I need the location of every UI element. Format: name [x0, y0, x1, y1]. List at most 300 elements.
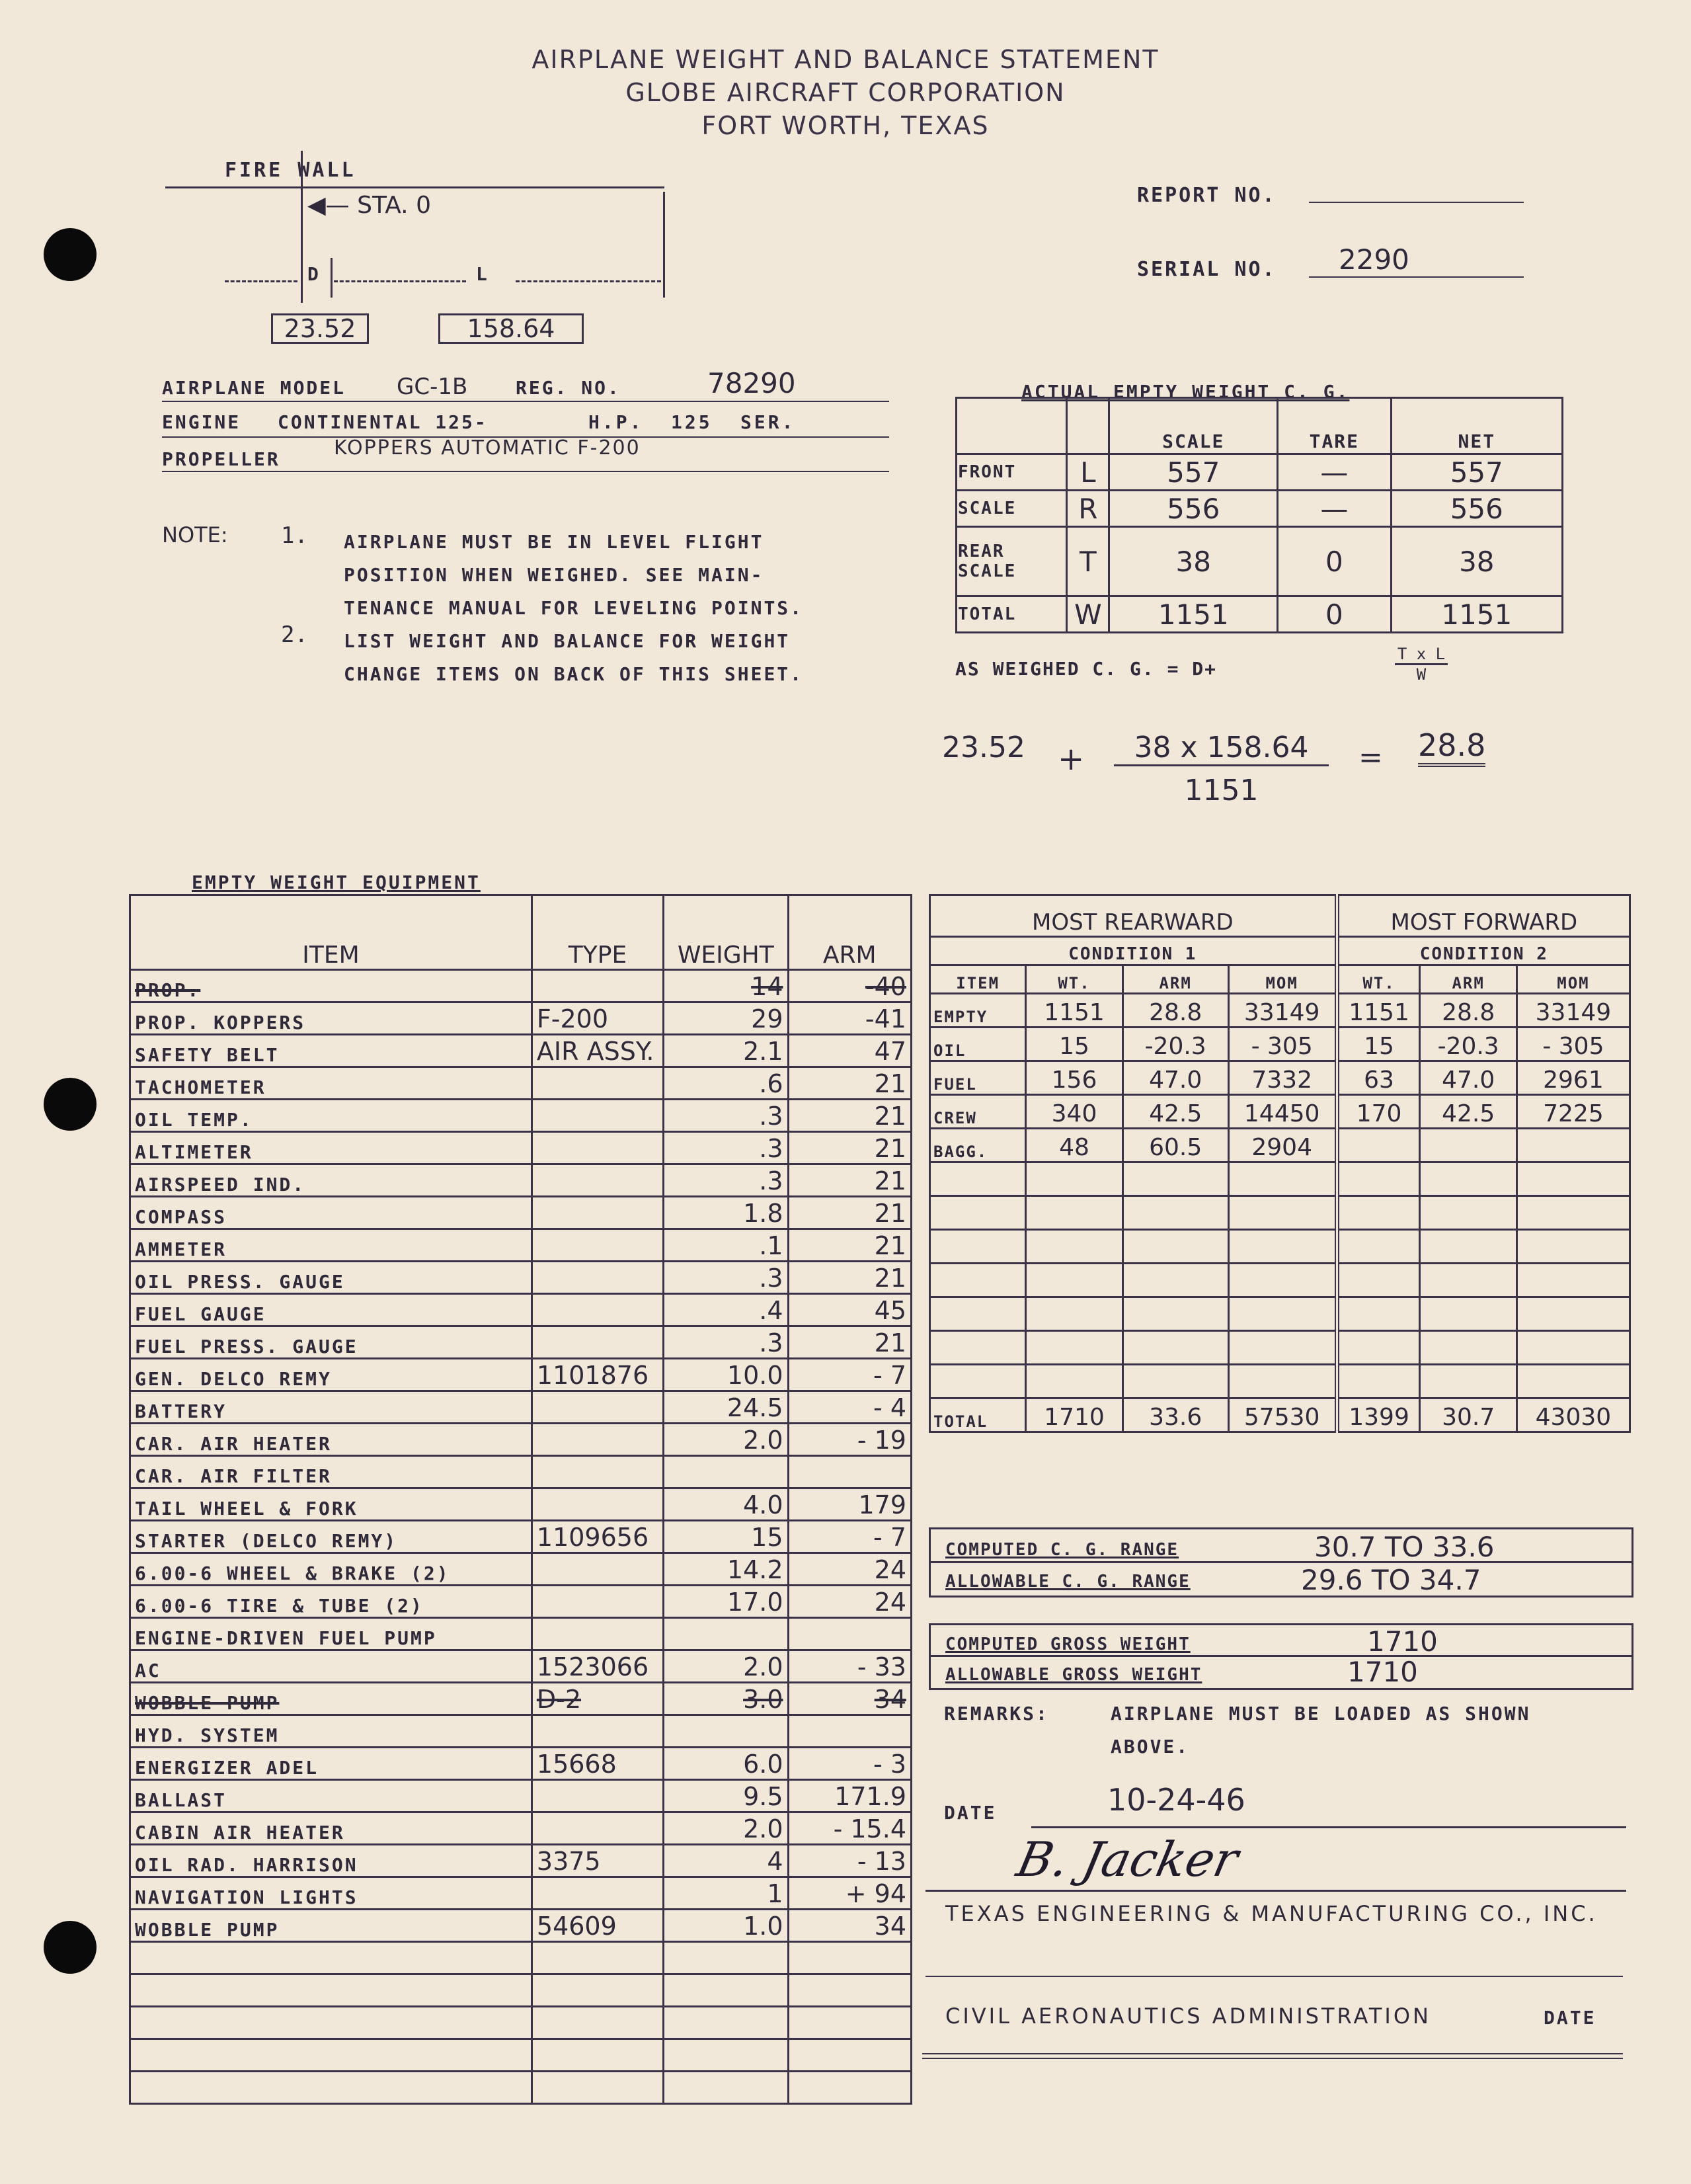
- equipment-type: [531, 1294, 663, 1326]
- loading-c2-wt: 1151: [1337, 994, 1420, 1028]
- loading-c1-mom: [1228, 1331, 1337, 1365]
- loading-item: [930, 1297, 1026, 1331]
- equipment-type: [531, 1229, 663, 1262]
- equipment-row: [130, 1845, 912, 1877]
- loading-c2-arm: 28.8: [1420, 994, 1516, 1028]
- loading-row: [930, 1028, 1630, 1061]
- loading-c1-arm: 28.8: [1122, 994, 1228, 1028]
- equipment-row: [130, 1683, 912, 1715]
- equipment-weight: 6.0: [664, 1748, 788, 1780]
- equipment-weight: [664, 1974, 788, 2007]
- calc-equals: =: [1358, 741, 1383, 774]
- equipment-type: 15668: [531, 1748, 663, 1780]
- equipment-arm: - 15.4: [788, 1812, 912, 1845]
- loading-c1-mom: - 305: [1228, 1028, 1337, 1061]
- equipment-type: [531, 1424, 663, 1456]
- equipment-type: [531, 2007, 663, 2039]
- loading-c1-wt: 156: [1026, 1061, 1122, 1095]
- loading-item: FUEL: [930, 1061, 1026, 1095]
- loading-c1-mom: [1228, 1162, 1337, 1196]
- cg-row-rear: REAR SCALE T 38 0 38: [957, 527, 1563, 596]
- loading-item: BAGG.: [930, 1129, 1026, 1162]
- equipment-row: [130, 1197, 912, 1229]
- loading-row: [930, 994, 1630, 1028]
- equipment-type: 3375: [531, 1845, 663, 1877]
- remarks-line-2: ABOVE.: [1111, 1736, 1190, 1758]
- equipment-type: [531, 1391, 663, 1424]
- date-label: DATE: [944, 1802, 997, 1824]
- equipment-weight: 1.8: [664, 1197, 788, 1229]
- loading-c2-arm: [1420, 1331, 1516, 1365]
- equipment-type: [531, 1942, 663, 1974]
- model-value: GC-1B: [397, 374, 468, 400]
- loading-c2-wt: [1337, 1230, 1420, 1264]
- equipment-item: CAR. AIR FILTER: [130, 1456, 532, 1488]
- note-1-number: 1.: [281, 522, 308, 549]
- col-arm: ARM: [788, 895, 912, 970]
- equipment-weight: .3: [664, 1262, 788, 1294]
- equipment-item: CABIN AIR HEATER: [130, 1812, 532, 1845]
- equipment-arm: -41: [788, 1002, 912, 1035]
- calc-plus: +: [1058, 741, 1085, 778]
- loading-c1-arm: 42.5: [1122, 1095, 1228, 1129]
- equipment-row: [130, 1164, 912, 1197]
- equipment-weight: [664, 2039, 788, 2072]
- equipment-type: [531, 1974, 663, 2007]
- equipment-row: [130, 1359, 912, 1391]
- equipment-type: [531, 1132, 663, 1164]
- loading-c2-mom: [1516, 1297, 1630, 1331]
- engine-value: CONTINENTAL 125-: [278, 411, 488, 433]
- equipment-item: ENGINE-DRIVEN FUEL PUMP: [130, 1618, 532, 1650]
- loading-c1-arm: [1122, 1162, 1228, 1196]
- equipment-row: [130, 1294, 912, 1326]
- loading-c1-mom: [1228, 1230, 1337, 1264]
- equipment-weight: 9.5: [664, 1780, 788, 1812]
- loading-c1-wt: [1026, 1162, 1122, 1196]
- computed-cg-value: 30.7 TO 33.6: [1314, 1531, 1495, 1563]
- punch-hole-top: [44, 228, 97, 281]
- loading-c2-arm: [1420, 1129, 1516, 1162]
- equipment-row: [130, 1488, 912, 1521]
- equipment-item: 6.00-6 TIRE & TUBE (2): [130, 1586, 532, 1618]
- loading-c1-mom: 2904: [1228, 1129, 1337, 1162]
- equipment-item: AIRSPEED IND.: [130, 1164, 532, 1197]
- equipment-weight: 24.5: [664, 1391, 788, 1424]
- cg-formula-label: AS WEIGHED C. G. = D+: [955, 658, 1218, 680]
- equipment-weight: 14: [664, 970, 788, 1002]
- equipment-row: [130, 1100, 912, 1132]
- loading-c2-arm: [1420, 1264, 1516, 1297]
- loading-c2-wt: [1337, 1297, 1420, 1331]
- loading-c1-wt: [1026, 1196, 1122, 1230]
- loading-total-row: TOTAL 1710 33.6 57530 1399 30.7 43030: [930, 1398, 1630, 1432]
- report-no-label: REPORT NO.: [1137, 184, 1277, 207]
- equipment-row: [130, 1002, 912, 1035]
- loading-row: [930, 1061, 1630, 1095]
- equipment-arm: [788, 2039, 912, 2072]
- hp-value: 125: [671, 411, 713, 433]
- equipment-type: [531, 1326, 663, 1359]
- company-name: GLOBE AIRCRAFT CORPORATION: [625, 78, 1066, 107]
- loading-item: [930, 1365, 1026, 1398]
- date-value: 10-24-46: [1107, 1782, 1245, 1818]
- equipment-type: 54609: [531, 1910, 663, 1942]
- equipment-weight: 2.0: [664, 1812, 788, 1845]
- equipment-arm: -40: [788, 970, 912, 1002]
- equipment-type: [531, 1877, 663, 1910]
- equipment-arm: 21: [788, 1326, 912, 1359]
- loading-c1-mom: 7332: [1228, 1061, 1337, 1095]
- loading-c2-arm: 47.0: [1420, 1061, 1516, 1095]
- equipment-item: GEN. DELCO REMY: [130, 1359, 532, 1391]
- equipment-row: [130, 1650, 912, 1683]
- equipment-row: [130, 1262, 912, 1294]
- equipment-item: OIL RAD. HARRISON: [130, 1845, 532, 1877]
- loading-c1-mom: 33149: [1228, 994, 1337, 1028]
- equipment-item: AMMETER: [130, 1229, 532, 1262]
- loading-row: [930, 1196, 1630, 1230]
- calc-d: 23.52: [942, 731, 1025, 764]
- loading-c2-wt: [1337, 1162, 1420, 1196]
- loading-c2-mom: [1516, 1365, 1630, 1398]
- loading-c2-wt: 170: [1337, 1095, 1420, 1129]
- equipment-type: [531, 1812, 663, 1845]
- equipment-item: [130, 2007, 532, 2039]
- equipment-row: [130, 1326, 912, 1359]
- serial-no-value: 2290: [1339, 243, 1409, 276]
- equipment-weight: .3: [664, 1164, 788, 1197]
- equipment-type: D-2: [531, 1683, 663, 1715]
- propeller-value: KOPPERS AUTOMATIC F-200: [334, 436, 641, 460]
- loading-c2-mom: [1516, 1162, 1630, 1196]
- allowable-cg-value: 29.6 TO 34.7: [1301, 1564, 1481, 1596]
- equipment-arm: 21: [788, 1067, 912, 1100]
- group2-sub: CONDITION 2: [1337, 937, 1630, 965]
- propeller-label: PROPELLER: [162, 448, 280, 470]
- reg-label: REG. NO.: [516, 377, 621, 399]
- note-2-number: 2.: [281, 622, 308, 648]
- caa-date-label: DATE: [1544, 2007, 1596, 2029]
- loading-c2-mom: 7225: [1516, 1095, 1630, 1129]
- equipment-item: WOBBLE PUMP: [130, 1683, 532, 1715]
- loading-c2-mom: - 305: [1516, 1028, 1630, 1061]
- reg-value: 78290: [707, 367, 796, 399]
- loading-c1-arm: [1122, 1331, 1228, 1365]
- equipment-item: [130, 2039, 532, 2072]
- engine-label: ENGINE: [162, 411, 241, 433]
- equipment-row: [130, 1035, 912, 1067]
- equipment-item: 6.00-6 WHEEL & BRAKE (2): [130, 1553, 532, 1586]
- loading-c1-mom: [1228, 1264, 1337, 1297]
- loading-c2-arm: [1420, 1162, 1516, 1196]
- equipment-type: [531, 1164, 663, 1197]
- equipment-arm: [788, 1715, 912, 1748]
- equipment-row: [130, 1780, 912, 1812]
- loading-c2-arm: -20.3: [1420, 1028, 1516, 1061]
- loading-c2-mom: 2961: [1516, 1061, 1630, 1095]
- equipment-arm: [788, 1974, 912, 2007]
- equipment-weight: [664, 1618, 788, 1650]
- equipment-item: CAR. AIR HEATER: [130, 1424, 532, 1456]
- equipment-row: [130, 2039, 912, 2072]
- equipment-row: [130, 1521, 912, 1553]
- equipment-weight: .6: [664, 1067, 788, 1100]
- equipment-arm: 21: [788, 1132, 912, 1164]
- equipment-item: [130, 1974, 532, 2007]
- group2-title: MOST FORWARD: [1337, 895, 1630, 937]
- equipment-weight: 1.0: [664, 1910, 788, 1942]
- equipment-row: [130, 1812, 912, 1845]
- equipment-arm: 34: [788, 1683, 912, 1715]
- loading-c1-wt: 48: [1026, 1129, 1122, 1162]
- d-value-box: 23.52: [271, 313, 369, 344]
- loading-c2-wt: [1337, 1365, 1420, 1398]
- hp-label: H.P.: [588, 411, 644, 433]
- equipment-weight: [664, 2007, 788, 2039]
- loading-c2-mom: [1516, 1331, 1630, 1365]
- d-label: D: [307, 263, 319, 285]
- equipment-row: [130, 1715, 912, 1748]
- equipment-arm: [788, 1456, 912, 1488]
- equipment-type: [531, 1197, 663, 1229]
- equipment-weight: 3.0: [664, 1683, 788, 1715]
- equipment-type: [531, 1618, 663, 1650]
- equipment-weight: [664, 2072, 788, 2104]
- loading-row: [930, 1297, 1630, 1331]
- equipment-type: 1523066: [531, 1650, 663, 1683]
- computed-cg-label: COMPUTED C. G. RANGE: [945, 1540, 1179, 1560]
- equipment-arm: [788, 1618, 912, 1650]
- loading-c1-mom: 14450: [1228, 1095, 1337, 1129]
- tem-company: TEXAS ENGINEERING & MANUFACTURING CO., INC.: [945, 1901, 1598, 1926]
- loading-table: MOST REARWARD MOST FORWARD CONDITION 1 CONDITION 2 ITEM WT. ARM MOM WT. ARM MOM EMPTY 1151 28.8 33149 1151 28.8 33149 OIL 15 -20.3 - 305 15 -20.3 - 305 FUEL 156 47.0 7332 63 47.0 2961 CREW 340 42.5 14450 170 42.5 7225 BAGG. 48 60.5 2904 TOTAL 1710 33.6 57530 1399 30.7 43030: [929, 894, 1631, 1433]
- loading-c1-arm: [1122, 1365, 1228, 1398]
- cg-range-box: [929, 1527, 1633, 1598]
- equipment-arm: 45: [788, 1294, 912, 1326]
- calc-numerator: 38 x 158.64: [1114, 731, 1329, 766]
- loading-c1-wt: 15: [1026, 1028, 1122, 1061]
- loading-item: OIL: [930, 1028, 1026, 1061]
- allowable-cg-label: ALLOWABLE C. G. RANGE: [945, 1572, 1191, 1592]
- equipment-arm: 21: [788, 1262, 912, 1294]
- empty-cg-table: SCALE TARE NET FRONT L 557 — 557 SCALE R 556 — 556 REAR SCALE T 38 0 38 TOTAL W 1151 0 1151: [955, 397, 1563, 633]
- loading-c2-arm: [1420, 1297, 1516, 1331]
- punch-hole-bottom: [44, 1921, 97, 1974]
- equipment-type: F-200: [531, 1002, 663, 1035]
- model-label: AIRPLANE MODEL: [162, 377, 346, 399]
- loading-item: EMPTY: [930, 994, 1026, 1028]
- equipment-type: [531, 2039, 663, 2072]
- equipment-row: [130, 1229, 912, 1262]
- equipment-weight: 15: [664, 1521, 788, 1553]
- equipment-arm: 21: [788, 1164, 912, 1197]
- equipment-item: COMPASS: [130, 1197, 532, 1229]
- cg-row-total: TOTAL W 1151 0 1151: [957, 596, 1563, 633]
- equipment-item: NAVIGATION LIGHTS: [130, 1877, 532, 1910]
- calc-denominator: 1151: [1184, 774, 1259, 807]
- col-weight: WEIGHT: [664, 895, 788, 970]
- loading-c2-wt: [1337, 1331, 1420, 1365]
- equipment-item: OIL PRESS. GAUGE: [130, 1262, 532, 1294]
- equipment-weight: [664, 1942, 788, 1974]
- empty-cg-title: ACTUAL EMPTY WEIGHT C. G.: [1021, 381, 1350, 403]
- equipment-arm: + 94: [788, 1877, 912, 1910]
- equipment-type: [531, 1586, 663, 1618]
- col-item: ITEM: [130, 895, 532, 970]
- equipment-arm: - 33: [788, 1650, 912, 1683]
- allowable-gross-label: ALLOWABLE GROSS WEIGHT: [945, 1665, 1202, 1685]
- equipment-row: [130, 1748, 912, 1780]
- equipment-weight: .4: [664, 1294, 788, 1326]
- company-location: FORT WORTH, TEXAS: [701, 111, 990, 140]
- group1-sub: CONDITION 1: [930, 937, 1337, 965]
- loading-c1-wt: 1151: [1026, 994, 1122, 1028]
- group1-title: MOST REARWARD: [930, 895, 1337, 937]
- equipment-row: [130, 2007, 912, 2039]
- equipment-item: STARTER (DELCO REMY): [130, 1521, 532, 1553]
- loading-c2-wt: [1337, 1129, 1420, 1162]
- equipment-weight: 14.2: [664, 1553, 788, 1586]
- equipment-row: [130, 1586, 912, 1618]
- gross-weight-box: [929, 1623, 1633, 1690]
- loading-item: [930, 1331, 1026, 1365]
- equipment-arm: [788, 1942, 912, 1974]
- loading-row: [930, 1331, 1630, 1365]
- remarks-label: REMARKS:: [944, 1703, 1049, 1724]
- equipment-item: HYD. SYSTEM: [130, 1715, 532, 1748]
- equipment-row: [130, 1974, 912, 2007]
- loading-c2-mom: [1516, 1129, 1630, 1162]
- equipment-type: 1101876: [531, 1359, 663, 1391]
- equipment-arm: - 19: [788, 1424, 912, 1456]
- equipment-arm: 47: [788, 1035, 912, 1067]
- equipment-type: [531, 1780, 663, 1812]
- equipment-arm: [788, 2072, 912, 2104]
- loading-c1-arm: [1122, 1230, 1228, 1264]
- cg-formula-fraction: T x L W: [1395, 645, 1448, 684]
- equipment-arm: 179: [788, 1488, 912, 1521]
- loading-c2-wt: 63: [1337, 1061, 1420, 1095]
- equipment-arm: 21: [788, 1229, 912, 1262]
- caa-label: CIVIL AERONAUTICS ADMINISTRATION: [945, 2003, 1431, 2029]
- equipment-weight: .3: [664, 1326, 788, 1359]
- loading-c2-mom: [1516, 1264, 1630, 1297]
- equipment-item: BALLAST: [130, 1780, 532, 1812]
- loading-c1-mom: [1228, 1297, 1337, 1331]
- equipment-weight: 1: [664, 1877, 788, 1910]
- l-value-box: 158.64: [438, 313, 584, 344]
- equipment-weight: 4: [664, 1845, 788, 1877]
- loading-row: [930, 1264, 1630, 1297]
- equipment-item: FUEL PRESS. GAUGE: [130, 1326, 532, 1359]
- document-title: AIRPLANE WEIGHT AND BALANCE STATEMENT: [531, 45, 1160, 74]
- loading-c2-mom: [1516, 1196, 1630, 1230]
- equipment-item: BATTERY: [130, 1391, 532, 1424]
- loading-c1-wt: [1026, 1297, 1122, 1331]
- punch-hole-middle: [44, 1078, 97, 1131]
- note-label: NOTE:: [162, 522, 228, 547]
- loading-row: [930, 1365, 1630, 1398]
- loading-c2-wt: 15: [1337, 1028, 1420, 1061]
- equipment-table: [129, 894, 912, 2105]
- equipment-type: AIR ASSY.: [531, 1035, 663, 1067]
- equipment-type: [531, 1456, 663, 1488]
- equipment-type: [531, 970, 663, 1002]
- equipment-item: AC: [130, 1650, 532, 1683]
- equipment-item: PROP. KOPPERS: [130, 1002, 532, 1035]
- equipment-arm: - 13: [788, 1845, 912, 1877]
- loading-item: [930, 1162, 1026, 1196]
- loading-c2-mom: [1516, 1230, 1630, 1264]
- loading-item: [930, 1264, 1026, 1297]
- loading-c1-wt: [1026, 1264, 1122, 1297]
- equipment-type: [531, 1100, 663, 1132]
- loading-c2-arm: [1420, 1230, 1516, 1264]
- equipment-row: [130, 1067, 912, 1100]
- equipment-arm: 21: [788, 1197, 912, 1229]
- loading-c2-arm: [1420, 1196, 1516, 1230]
- loading-row: [930, 1095, 1630, 1129]
- computed-gross-label: COMPUTED GROSS WEIGHT: [945, 1635, 1191, 1654]
- equipment-row: [130, 1424, 912, 1456]
- equipment-row: [130, 1132, 912, 1164]
- equipment-row: [130, 1553, 912, 1586]
- equipment-type: 1109656: [531, 1521, 663, 1553]
- equipment-weight: 2.0: [664, 1424, 788, 1456]
- equipment-item: SAFETY BELT: [130, 1035, 532, 1067]
- equipment-item: TACHOMETER: [130, 1067, 532, 1100]
- equipment-type: [531, 1488, 663, 1521]
- equipment-arm: - 7: [788, 1521, 912, 1553]
- equipment-type: [531, 1715, 663, 1748]
- equipment-type: [531, 1262, 663, 1294]
- cg-row-front-r: SCALE R 556 — 556: [957, 491, 1563, 527]
- arrow-left-icon: ◀—: [307, 192, 350, 219]
- loading-c1-arm: [1122, 1297, 1228, 1331]
- equipment-weight: 17.0: [664, 1586, 788, 1618]
- equipment-weight: 2.0: [664, 1650, 788, 1683]
- loading-c1-arm: -20.3: [1122, 1028, 1228, 1061]
- equipment-item: PROP.: [130, 970, 532, 1002]
- loading-c1-arm: [1122, 1196, 1228, 1230]
- equipment-arm: 24: [788, 1553, 912, 1586]
- equipment-arm: - 4: [788, 1391, 912, 1424]
- equipment-item: ALTIMETER: [130, 1132, 532, 1164]
- equipment-item: [130, 2072, 532, 2104]
- loading-c1-wt: [1026, 1331, 1122, 1365]
- loading-c2-mom: 33149: [1516, 994, 1630, 1028]
- note-1-text: AIRPLANE MUST BE IN LEVEL FLIGHT POSITION WHEN WEIGHED. SEE MAIN- TENANCE MANUAL FOR LEVELING POINTS.: [344, 531, 804, 619]
- equipment-row: [130, 1456, 912, 1488]
- equipment-weight: .3: [664, 1100, 788, 1132]
- equipment-row: [130, 1391, 912, 1424]
- loading-row: [930, 1129, 1630, 1162]
- loading-c1-mom: [1228, 1196, 1337, 1230]
- loading-row: [930, 1230, 1630, 1264]
- equipment-weight: [664, 1715, 788, 1748]
- equipment-item: TAIL WHEEL & FORK: [130, 1488, 532, 1521]
- loading-c1-mom: [1228, 1365, 1337, 1398]
- loading-c1-arm: [1122, 1264, 1228, 1297]
- loading-c2-arm: [1420, 1365, 1516, 1398]
- loading-c1-arm: 60.5: [1122, 1129, 1228, 1162]
- equipment-item: OIL TEMP.: [130, 1100, 532, 1132]
- equipment-row: [130, 1618, 912, 1650]
- equipment-item: WOBBLE PUMP: [130, 1910, 532, 1942]
- loading-c1-wt: [1026, 1230, 1122, 1264]
- equipment-weight: .3: [664, 1132, 788, 1164]
